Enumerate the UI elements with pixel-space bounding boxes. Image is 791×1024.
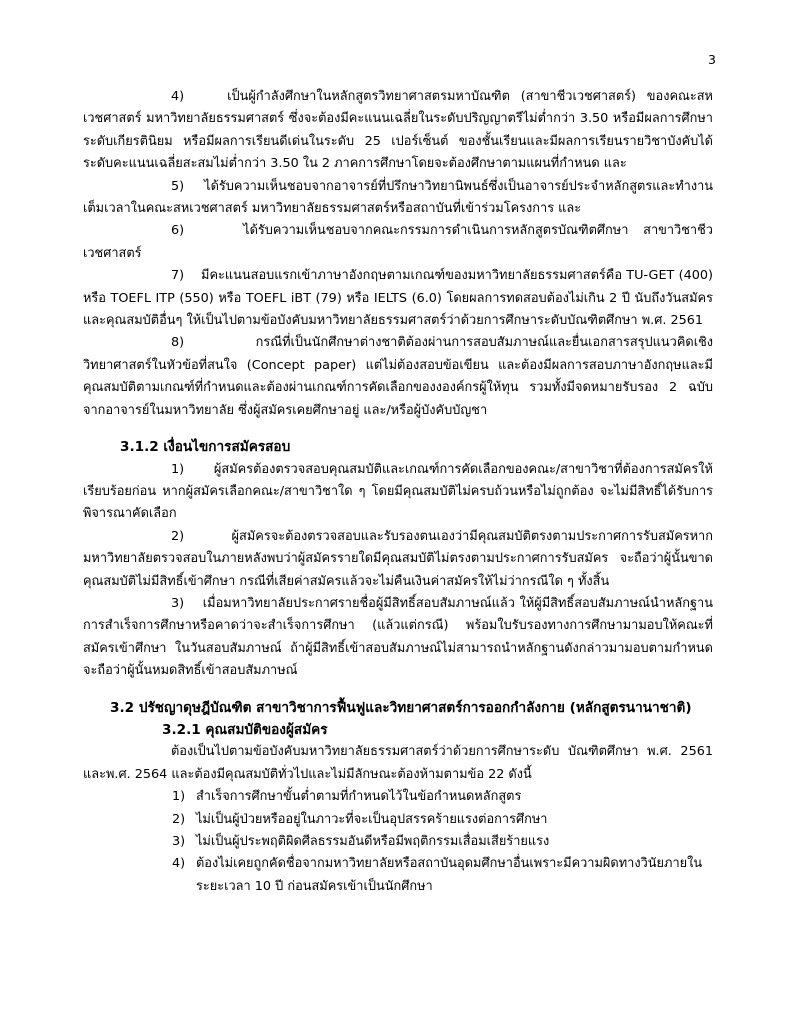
heading-3-2: 3.2 ปรัชญาดุษฎีบัณฑิต สาขาวิชาการฟื้นฟูและวิทยาศาสตร์การออกกำลังกาย (หลักสูตรนานาชาติ): [110, 699, 692, 716]
heading-3-1-2: 3.1.2 เงื่อนไขการสมัครสอบ: [120, 439, 291, 456]
document-body: [83, 86, 713, 898]
list-item: [172, 831, 713, 853]
paragraph-criterion-6: 6) ได้รับความเห็นชอบจากคณะกรรมการดำเนินการหลักสูตรบัณฑิตศึกษา สาขาวิชาชีวเวชศาสตร์: [83, 223, 713, 261]
list-item-number: 4): [172, 856, 186, 872]
paragraph-intro-3-2-1: ต้องเป็นไปตามข้อบังคับมหาวิทยาลัยธรรมศาสตร์ว่าด้วยการศึกษาระดับ บัณฑิตศึกษา พ.ศ. 2561 และพ.ศ. 2564 และต้องมีคุณสมบัติทั่วไปและไม่มีลักษณะต้องห้ามตามข้อ 22 ดังนี้: [83, 744, 713, 782]
page-number: 3: [708, 52, 716, 67]
paragraph-condition-3: 3) เมื่อมหาวิทยาลัยประกาศรายชื่อผู้มีสิทธิ์สอบสัมภาษณ์แล้ว ให้ผู้มีสิทธิ์สอบสัมภาษณ์นำหลักฐานการสำเร็จการศึกษาหรือคาดว่าจะสำเร็จการศึกษา (แล้วแต่กรณี) พร้อมใบรับรองทางการศึกษามามอบให้คณะที่สมัครเข้าศึกษา ในวันสอบสัมภาษณ์ ถ้าผู้มีสิทธิ์เข้าสอบสัมภาษณ์ไม่สามารถนำหลักฐานดังกล่าวมามอบตามกำหนด จะถือว่าผู้นั้นหมดสิทธิ์เข้าสอบสัมภาษณ์: [83, 595, 713, 679]
paragraph-condition-1: 1) ผู้สมัครต้องตรวจสอบคุณสมบัติและเกณฑ์การคัดเลือกของคณะ/สาขาวิชาที่ต้องการสมัครให้เรียบร้อยก่อน หากผู้สมัครเลือกคณะ/สาขาวิชาใด ๆ โดยมีคุณสมบัติไม่ครบถ้วนหรือไม่ถูกต้อง จะไม่มีสิทธิ์ได้รับการพิจารณาคัดเลือก: [83, 461, 713, 522]
list-item-text: ไม่เป็นผู้ป่วยหรืออยู่ในภาวะที่จะเป็นอุปสรรคร้ายแรงต่อการศึกษา: [196, 811, 548, 827]
list-item-number: 2): [172, 811, 186, 827]
list-item: [172, 786, 713, 808]
list-item-text: สำเร็จการศึกษาขั้นต่ำตามที่กำหนดไว้ในข้อกำหนดหลักสูตร: [196, 789, 522, 805]
list-item-text: ต้องไม่เคยถูกคัดชื่อจากมหาวิทยาลัยหรือสถาบันอุดมศึกษาอื่นเพราะมีความผิดทางวินัยภายในระยะเวลา 10 ปี ก่อนสมัครเข้าเป็นนักศึกษา: [196, 856, 703, 894]
list-item-number: 3): [172, 834, 186, 849]
paragraph-criterion-5: 5) ได้รับความเห็นชอบจากอาจารย์ที่ปรึกษาวิทยานิพนธ์ซึ่งเป็นอาจารย์ประจำหลักสูตรและทำงานเต็มเวลาในคณะสหเวชศาสตร์ มหาวิทยาลัยธรรมศาสตร์หรือสถาบันที่เข้าร่วมโครงการ และ: [83, 178, 713, 217]
list-item: [172, 809, 713, 831]
spacer: [83, 422, 713, 436]
heading-3-2-1: 3.2.1 คุณสมบัติของผู้สมัคร: [162, 721, 328, 738]
paragraph-criterion-7: 7) มีคะแนนสอบแรกเข้าภาษาอังกฤษตามเกณฑ์ของมหาวิทยาลัยธรรมศาสตร์คือ TU-GET (400) หรือ TOEFL ITP (550) หรือ TOEFL iBT (79) หรือ IELTS (6.0) โดยผลการทดสอบต้องไม่เกิน 2 ปี นับถึงวันสมัคร และคุณสมบัติอื่นๆ ให้เป็นไปตามข้อบังคับมหาวิทยาลัยธรรมศาสตร์ว่าด้วยการศึกษาระดับบัณฑิตศึกษา พ.ศ. 2561: [83, 268, 713, 329]
paragraph-condition-2: 2) ผู้สมัครจะต้องตรวจสอบและรับรองตนเองว่ามีคุณสมบัติตรงตามประกาศการรับสมัครหากมหาวิทยาลัยตรวจสอบในภายหลังพบว่าผู้สมัครรายใดมีคุณสมบัติไม่ตรงตามประกาศการรับสมัคร จะถือว่าผู้นั้นขาดคุณสมบัติไม่มีสิทธิ์เข้าศึกษา กรณีที่เสียค่าสมัครแล้วจะไม่คืนเงินค่าสมัครให้ไม่ว่ากรณีใด ๆ ทั้งสิ้น: [83, 528, 713, 589]
paragraph-criterion-8: 8) กรณีที่เป็นนักศึกษาต่างชาติต้องผ่านการสอบสัมภาษณ์และยื่นเอกสารสรุปแนวคิดเชิงวิทยาศาสตร์ในหัวข้อที่สนใจ (Concept paper) แต่ไม่ต้องสอบข้อเขียน และต้องมีผลการสอบภาษาอังกฤษและมีคุณสมบัติตามเกณฑ์ที่กำหนดและต้องผ่านเกณฑ์การคัดเลือกของงองค์กรผู้ให้ทุน รวมทั้งมีจดหมายรับรอง 2 ฉบับจากอาจารย์ในมหาวิทยาลัย ซึ่งผู้สมัครเคยศึกษาอยู่ และ/หรือผู้บังคับบัญชา: [83, 335, 713, 418]
criteria-list: [83, 786, 713, 898]
list-item-number: 1): [172, 789, 186, 805]
paragraph-criterion-4: 4) เป็นผู้กำลังศึกษาในหลักสูตรวิทยาศาสตรมหาบัณฑิต (สาขาชีวเวชศาสตร์) ของคณะสหเวชศาสตร์ มหาวิทยาลัยธรรมศาสตร์ ซึ่งจะต้องมีคะแนนเฉลี่ยในระดับปริญญาตรีไม่ต่ำกว่า 3.50 หรือมีผลการศึกษาระดับเกียรตินิยม หรือมีผลการเรียนดีเด่นในระดับ 25 เปอร์เซ็นต์ ของชั้นเรียนและมีผลการเรียนรายวิชาบังคับได้ระดับคะแนนเฉลี่ยสะสมไม่ต่ำกว่า 3.50 ใน 2 ภาคการศึกษาโดยจะต้องศึกษาตามแผนที่กำหนด และ: [83, 89, 713, 172]
list-item-text: ไม่เป็นผู้ประพฤติผิดศีลธรรมอันดีหรือมีพฤติกรรมเสื่อมเสียร้ายแรง: [196, 834, 550, 849]
spacer: [83, 683, 713, 697]
list-item: [172, 853, 713, 898]
